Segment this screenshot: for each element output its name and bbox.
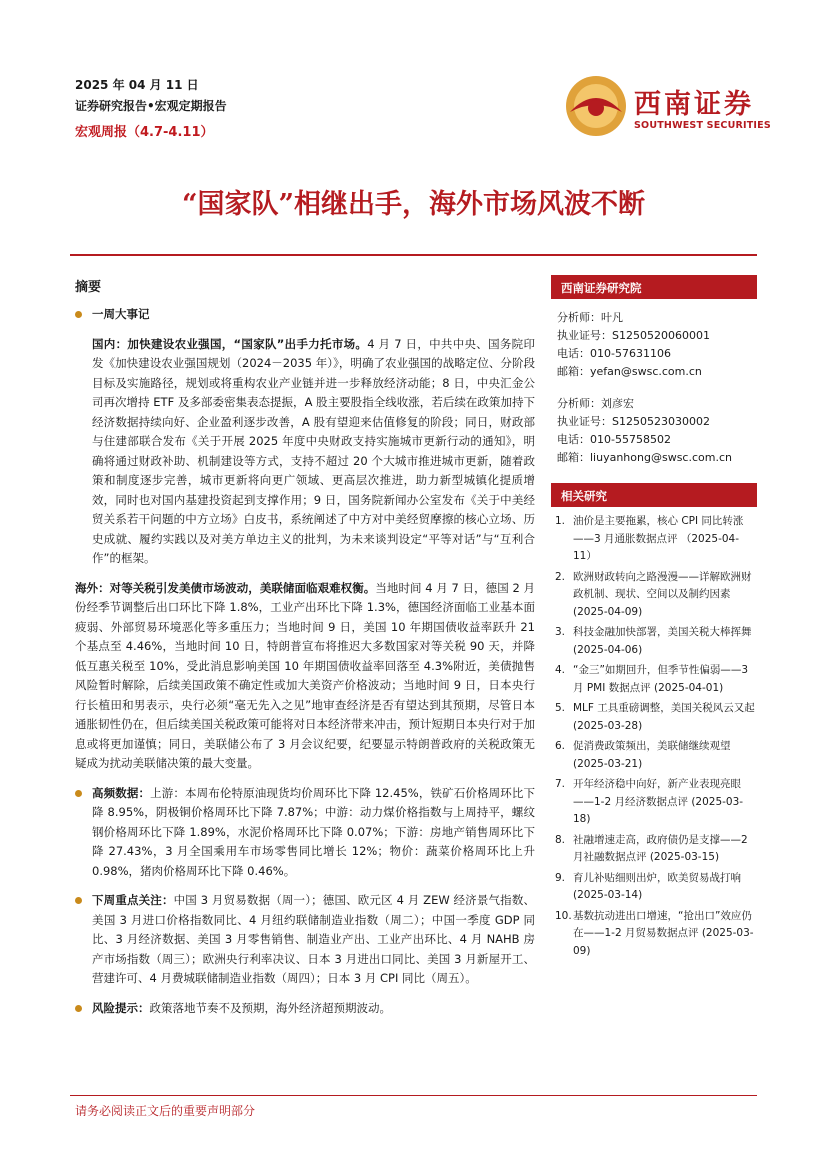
list-item[interactable] bbox=[555, 832, 755, 867]
list-item[interactable] bbox=[555, 700, 755, 735]
logo-emblem-icon bbox=[564, 74, 628, 138]
footer-disclaimer: 请务必阅读正文后的重要声明部分 bbox=[75, 1104, 256, 1118]
related-research-header: 相关研究 bbox=[551, 483, 757, 507]
domestic-text: 4 月 7 日，中共中央、国务院印发《加快建设农业强国规划（2024－2035 年）》，明确了农业强国的战略定位、分阶段目标及实施路径，规划或将重构农业产业链并进一步释放经济动能；8 日，中央汇金公司再次增持 ETF 及多部委密集表态提振，A 股主要股指全线收涨，若后续在政策加持下经济数据持续向好、企业盈利逐步改善，A 股有望迎来估值修复的阶段；同日，财政部与住建部联合发布《关于开展 2025 年度中央财政支持实施城市更新行动的通知》，明确将通过财政补助、机制建设等方式，支持不超过 20 个大城市推进城市更新，随着政策和制度逐步完善，城市更新将向更广领域、更高层次推进，助力新型城镇化提质增效，同时也对国内基建投资起到支撑作用；9 日，国务院新闻办公室发布《关于中美经贸关系若干问题的中方立场》白皮书，系统阐述了中方对中美经贸摩擦的核心立场、历史成就、履约实践以及对美方单边主义的批判，为未来谈判设定“平等对话”与“互利合作”的框架。 bbox=[92, 336, 535, 565]
list-item-text: 欧洲财政转向之路漫漫——详解欧洲财政机制、现状、空间以及制约因素 (2025-04-09) bbox=[573, 570, 752, 618]
list-item[interactable] bbox=[555, 738, 755, 773]
footer-divider bbox=[70, 1095, 757, 1096]
list-item-text: “金三”如期回升，但季节性偏弱——3 月 PMI 数据点评 (2025-04-01) bbox=[573, 664, 749, 694]
analyst-email[interactable]: 邮箱：yefan@swsc.com.cn bbox=[557, 365, 702, 378]
abstract-heading: 摘要 bbox=[75, 280, 102, 295]
high-frequency-bullet bbox=[75, 784, 535, 882]
list-item-text: 开年经济稳中向好，新产业表现亮眼——1-2 月经济数据点评 (2025-03-18) bbox=[573, 778, 744, 825]
list-item-number: 3. bbox=[555, 626, 566, 638]
list-item-number: 8. bbox=[555, 833, 566, 846]
list-item-text: 促消费政策频出，美联储继续观望 (2025-03-21) bbox=[573, 740, 731, 770]
risk-warning-label: 风险提示： bbox=[92, 1000, 150, 1015]
next-week-focus-text: 中国 3 月贸易数据（周一）；德国、欧元区 4 月 ZEW 经济景气指数、美国 3 月进口价格指数同比、4 月纽约联储制造业指数（周二）；中国一季度 GDP 同比、3 月经济数据、美国 3 月零售销售、制造业产出、工业产出环比、4 月 NAHB 房产市场指数（周三）；欧洲央行利率决议、日本 3 月进出口同比、美国 3 月新屋开工、营建许可、4 月费城联储制造业指数（周四）；日本 3 月 CPI 同比（周五）。 bbox=[92, 893, 535, 985]
company-logo bbox=[564, 72, 774, 142]
week-events-bullet bbox=[75, 305, 535, 325]
list-item[interactable] bbox=[555, 662, 755, 697]
overseas-lead: 海外：对等关税引发美债市场波动，美联储面临艰难权衡。 bbox=[75, 580, 376, 595]
list-item-text: 社融增速走高，政府债仍是支撑——2 月社融数据点评 (2025-03-15) bbox=[573, 833, 748, 863]
high-frequency-label: 高频数据： bbox=[92, 785, 151, 800]
next-week-focus-label: 下周重点关注： bbox=[92, 893, 174, 907]
week-events-label: 一周大事记 bbox=[92, 307, 150, 321]
analyst-name: 分析师：刘彦宏 bbox=[557, 397, 634, 410]
bullet-dot-icon bbox=[75, 1005, 82, 1012]
risk-warning-text: 政策落地节奏不及预期，海外经济超预期波动。 bbox=[149, 1000, 391, 1015]
list-item-number: 2. bbox=[555, 570, 566, 583]
analyst-name: 分析师：叶凡 bbox=[557, 311, 623, 324]
list-item-text: 科技金融加快部署，美国关税大棒挥舞 (2025-04-06) bbox=[573, 626, 752, 656]
list-item-text: 油价是主要拖累，核心 CPI 同比转涨——3 月通胀数据点评 （2025-04-11） bbox=[573, 515, 744, 562]
analyst-phone: 电话：010-57631106 bbox=[557, 347, 671, 360]
related-research-list bbox=[551, 507, 757, 960]
list-item-text: 育儿补贴细则出炉，欧美贸易战打响 (2025-03-14) bbox=[573, 871, 741, 901]
report-title: “国家队”相继出手，海外市场风波不断 bbox=[181, 189, 646, 220]
list-item[interactable] bbox=[555, 513, 755, 566]
analyst-cert: 执业证号：S1250523030002 bbox=[557, 415, 710, 428]
analyst-phone: 电话：010-55758502 bbox=[557, 433, 671, 446]
analyst-block bbox=[551, 299, 757, 467]
report-series: 宏观周报（4.7-4.11） bbox=[75, 125, 214, 140]
next-week-focus-bullet bbox=[75, 891, 535, 989]
list-item-number: 1. bbox=[555, 515, 566, 527]
list-item-text: MLF 工具重磅调整，美国关税风云又起 (2025-03-28) bbox=[573, 702, 755, 732]
list-item[interactable] bbox=[555, 870, 755, 905]
sidebar bbox=[551, 275, 757, 963]
bullet-dot-icon bbox=[75, 311, 82, 318]
list-item[interactable] bbox=[555, 776, 755, 829]
list-item[interactable] bbox=[555, 569, 755, 622]
bullet-dot-icon bbox=[75, 897, 82, 904]
institute-header: 西南证券研究院 bbox=[551, 275, 757, 299]
high-frequency-text: 上游：本周布伦特原油现货均价周环比下降 12.45%，铁矿石价格周环比下降 8.95%，阴极铜价格周环比下降 7.87%；中游：动力煤价格指数与上周持平，螺纹钢价格周环比下降 1.89%，水泥价格周环比下降 0.07%；下游：房地产销售周环比下降 27.43%，3 月全国乘用车市场零售同比增长 12%；物价：蔬菜价格周环比上升 0.98%，猪肉价格周环比下降 0.46%。 bbox=[92, 785, 535, 878]
list-item[interactable] bbox=[555, 908, 755, 961]
analyst-email[interactable]: 邮箱：liuyanhong@swsc.com.cn bbox=[557, 451, 732, 464]
abstract-body bbox=[75, 305, 535, 1028]
overseas-text: 当地时间 4 月 7 日，德国 2 月份经季节调整后出口环比下降 1.8%，工业产出环比下降 1.3%，德国经济面临工业基本面疲弱、外部贸易环境恶化等多重压力；当地时间 9 日，美国 10 年期国债收益率跃升 21 个基点至 4.46%，当地时间 10 日，特朗普宣布将推迟大多数国家对等关税 90 天，并降低互惠关税至 10%，受此消息影响美国 10 年期国债收益率回落至 4.3%附近，美债抛售风险暂时解除，后续美国政策不确定性或加大美资产价格波动；当地时间 9 日，日本央行行长植田和男表示，央行必须“毫无先入之见”地审查经济是否有望达到其预期，尽管日本通胀韧性仍在，但后续美国关税政策可能将对日本经济带来冲击，预计短期日本央行对于加息或将更加谨慎；同日，美联储公布了 3 月会议纪要，纪要显示特朗普政府的关税政策无疑成为扰动美联储决策的最大变量。 bbox=[75, 580, 535, 770]
report-date: 2025 年 04 月 11 日 bbox=[75, 78, 199, 92]
list-item-number: 9. bbox=[555, 871, 566, 884]
logo-english-name: SOUTHWEST SECURITIES bbox=[634, 120, 771, 131]
header-divider bbox=[70, 254, 757, 256]
domestic-paragraph bbox=[75, 335, 535, 569]
list-item-number: 7. bbox=[555, 778, 566, 790]
list-item[interactable] bbox=[555, 624, 755, 659]
logo-chinese-name: 西南证券 bbox=[634, 89, 754, 120]
list-item-number: 6. bbox=[555, 740, 566, 752]
domestic-lead: 国内：加快建设农业强国，“国家队”出手力托市场。 bbox=[92, 336, 368, 351]
list-item-text: 基数抗动进出口增速，“抢出口”效应仍在——1-2 月贸易数据点评 (2025-03-09) bbox=[573, 909, 754, 957]
list-item-number: 5. bbox=[555, 702, 566, 714]
list-item-number: 4. bbox=[555, 664, 566, 676]
overseas-paragraph bbox=[75, 579, 535, 774]
risk-warning-bullet bbox=[75, 999, 535, 1019]
analyst-cert: 执业证号：S1250520060001 bbox=[557, 329, 710, 342]
report-type: 证券研究报告•宏观定期报告 bbox=[75, 99, 227, 113]
bullet-dot-icon bbox=[75, 790, 82, 797]
list-item-number: 10. bbox=[555, 909, 572, 922]
